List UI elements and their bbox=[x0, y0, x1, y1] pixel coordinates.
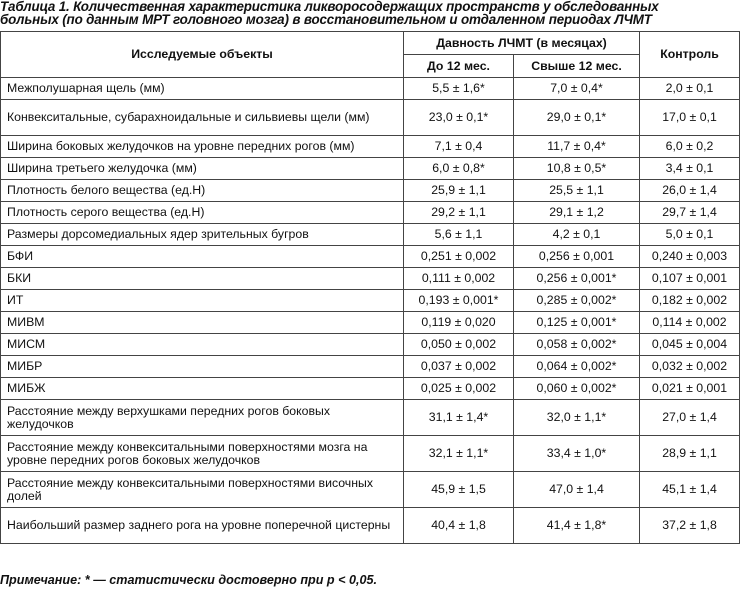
header-duration: Давность ЛЧМТ (в месяцах) bbox=[404, 32, 640, 55]
table-row bbox=[1, 508, 740, 544]
value-under-12: 0,111 ± 0,002 bbox=[404, 268, 514, 290]
table-row bbox=[1, 436, 740, 472]
value-over-12: 10,8 ± 0,5* bbox=[514, 158, 640, 180]
value-control: 37,2 ± 1,8 bbox=[640, 508, 740, 544]
caption-line-2: больных (по данным МРТ головного мозга) в восстановительном и отдаленном периодах ЛЧМТ bbox=[0, 12, 652, 27]
table-note: Примечание: * — статистически достоверно при р < 0,05. bbox=[0, 573, 377, 587]
row-label: МИВМ bbox=[1, 312, 404, 334]
value-over-12: 0,256 ± 0,001* bbox=[514, 268, 640, 290]
row-label: Расстояние между конвекситальными поверхностями мозга на уровне передних рогов боковых желудочков bbox=[1, 436, 404, 472]
table-row bbox=[1, 334, 740, 356]
value-control: 0,021 ± 0,001 bbox=[640, 378, 740, 400]
value-over-12: 32,0 ± 1,1* bbox=[514, 400, 640, 436]
value-under-12: 31,1 ± 1,4* bbox=[404, 400, 514, 436]
value-under-12: 29,2 ± 1,1 bbox=[404, 202, 514, 224]
row-label: МИБР bbox=[1, 356, 404, 378]
row-label: МИБЖ bbox=[1, 378, 404, 400]
value-under-12: 45,9 ± 1,5 bbox=[404, 472, 514, 508]
value-over-12: 33,4 ± 1,0* bbox=[514, 436, 640, 472]
value-over-12: 11,7 ± 0,4* bbox=[514, 136, 640, 158]
value-under-12: 5,6 ± 1,1 bbox=[404, 224, 514, 246]
value-control: 0,107 ± 0,001 bbox=[640, 268, 740, 290]
value-under-12: 0,193 ± 0,001* bbox=[404, 290, 514, 312]
table-row bbox=[1, 356, 740, 378]
value-control: 0,032 ± 0,002 bbox=[640, 356, 740, 378]
value-under-12: 5,5 ± 1,6* bbox=[404, 78, 514, 100]
row-label: Плотность белого вещества (ед.Н) bbox=[1, 180, 404, 202]
row-label: БФИ bbox=[1, 246, 404, 268]
value-under-12: 6,0 ± 0,8* bbox=[404, 158, 514, 180]
value-under-12: 25,9 ± 1,1 bbox=[404, 180, 514, 202]
table-row bbox=[1, 312, 740, 334]
table-row bbox=[1, 158, 740, 180]
header-over-12: Свыше 12 мес. bbox=[514, 55, 640, 78]
value-control: 45,1 ± 1,4 bbox=[640, 472, 740, 508]
row-label: Ширина третьего желудочка (мм) bbox=[1, 158, 404, 180]
row-label: Расстояние между конвекситальными поверхностями височных долей bbox=[1, 472, 404, 508]
table-row bbox=[1, 268, 740, 290]
value-over-12: 29,0 ± 0,1* bbox=[514, 100, 640, 136]
row-label: Ширина боковых желудочков на уровне передних рогов (мм) bbox=[1, 136, 404, 158]
value-control: 17,0 ± 0,1 bbox=[640, 100, 740, 136]
row-label: МИСМ bbox=[1, 334, 404, 356]
value-over-12: 0,060 ± 0,002* bbox=[514, 378, 640, 400]
value-over-12: 0,064 ± 0,002* bbox=[514, 356, 640, 378]
value-under-12: 40,4 ± 1,8 bbox=[404, 508, 514, 544]
table-row bbox=[1, 202, 740, 224]
value-under-12: 7,1 ± 0,4 bbox=[404, 136, 514, 158]
row-label: Плотность серого вещества (ед.Н) bbox=[1, 202, 404, 224]
row-label: БКИ bbox=[1, 268, 404, 290]
value-control: 0,045 ± 0,004 bbox=[640, 334, 740, 356]
value-control: 29,7 ± 1,4 bbox=[640, 202, 740, 224]
value-control: 27,0 ± 1,4 bbox=[640, 400, 740, 436]
table-row bbox=[1, 180, 740, 202]
table-row bbox=[1, 400, 740, 436]
value-over-12: 47,0 ± 1,4 bbox=[514, 472, 640, 508]
table-row bbox=[1, 378, 740, 400]
value-control: 0,114 ± 0,002 bbox=[640, 312, 740, 334]
table-row bbox=[1, 290, 740, 312]
caption-line-1: Таблица 1. Количественная характеристика ликворосодержащих пространств у обследованных bbox=[0, 0, 659, 14]
data-table bbox=[0, 31, 740, 544]
row-label: Расстояние между верхушками передних рогов боковых желудочков bbox=[1, 400, 404, 436]
row-label: Конвекситальные, субарахноидальные и сильвиевы щели (мм) bbox=[1, 100, 404, 136]
value-control: 3,4 ± 0,1 bbox=[640, 158, 740, 180]
row-label: ИТ bbox=[1, 290, 404, 312]
value-under-12: 32,1 ± 1,1* bbox=[404, 436, 514, 472]
header-control: Контроль bbox=[640, 32, 740, 78]
value-under-12: 0,119 ± 0,020 bbox=[404, 312, 514, 334]
row-label: Наибольший размер заднего рога на уровне поперечной цистерны bbox=[1, 508, 404, 544]
value-over-12: 7,0 ± 0,4* bbox=[514, 78, 640, 100]
value-over-12: 25,5 ± 1,1 bbox=[514, 180, 640, 202]
value-over-12: 0,256 ± 0,001 bbox=[514, 246, 640, 268]
value-under-12: 0,251 ± 0,002 bbox=[404, 246, 514, 268]
value-control: 2,0 ± 0,1 bbox=[640, 78, 740, 100]
table-row bbox=[1, 246, 740, 268]
value-control: 0,240 ± 0,003 bbox=[640, 246, 740, 268]
value-over-12: 0,125 ± 0,001* bbox=[514, 312, 640, 334]
value-control: 6,0 ± 0,2 bbox=[640, 136, 740, 158]
value-over-12: 0,058 ± 0,002* bbox=[514, 334, 640, 356]
value-control: 28,9 ± 1,1 bbox=[640, 436, 740, 472]
value-over-12: 0,285 ± 0,002* bbox=[514, 290, 640, 312]
table-row bbox=[1, 136, 740, 158]
value-over-12: 41,4 ± 1,8* bbox=[514, 508, 640, 544]
table-row bbox=[1, 472, 740, 508]
table-row bbox=[1, 100, 740, 136]
value-control: 5,0 ± 0,1 bbox=[640, 224, 740, 246]
table-row bbox=[1, 78, 740, 100]
value-control: 26,0 ± 1,4 bbox=[640, 180, 740, 202]
header-under-12: До 12 мес. bbox=[404, 55, 514, 78]
table-caption bbox=[0, 0, 741, 26]
value-under-12: 23,0 ± 0,1* bbox=[404, 100, 514, 136]
header-objects: Исследуемые объекты bbox=[1, 32, 404, 78]
value-over-12: 29,1 ± 1,2 bbox=[514, 202, 640, 224]
value-control: 0,182 ± 0,002 bbox=[640, 290, 740, 312]
value-under-12: 0,050 ± 0,002 bbox=[404, 334, 514, 356]
row-label: Размеры дорсомедиальных ядер зрительных бугров bbox=[1, 224, 404, 246]
value-under-12: 0,025 ± 0,002 bbox=[404, 378, 514, 400]
row-label: Межполушарная щель (мм) bbox=[1, 78, 404, 100]
value-over-12: 4,2 ± 0,1 bbox=[514, 224, 640, 246]
value-under-12: 0,037 ± 0,002 bbox=[404, 356, 514, 378]
table-row bbox=[1, 224, 740, 246]
